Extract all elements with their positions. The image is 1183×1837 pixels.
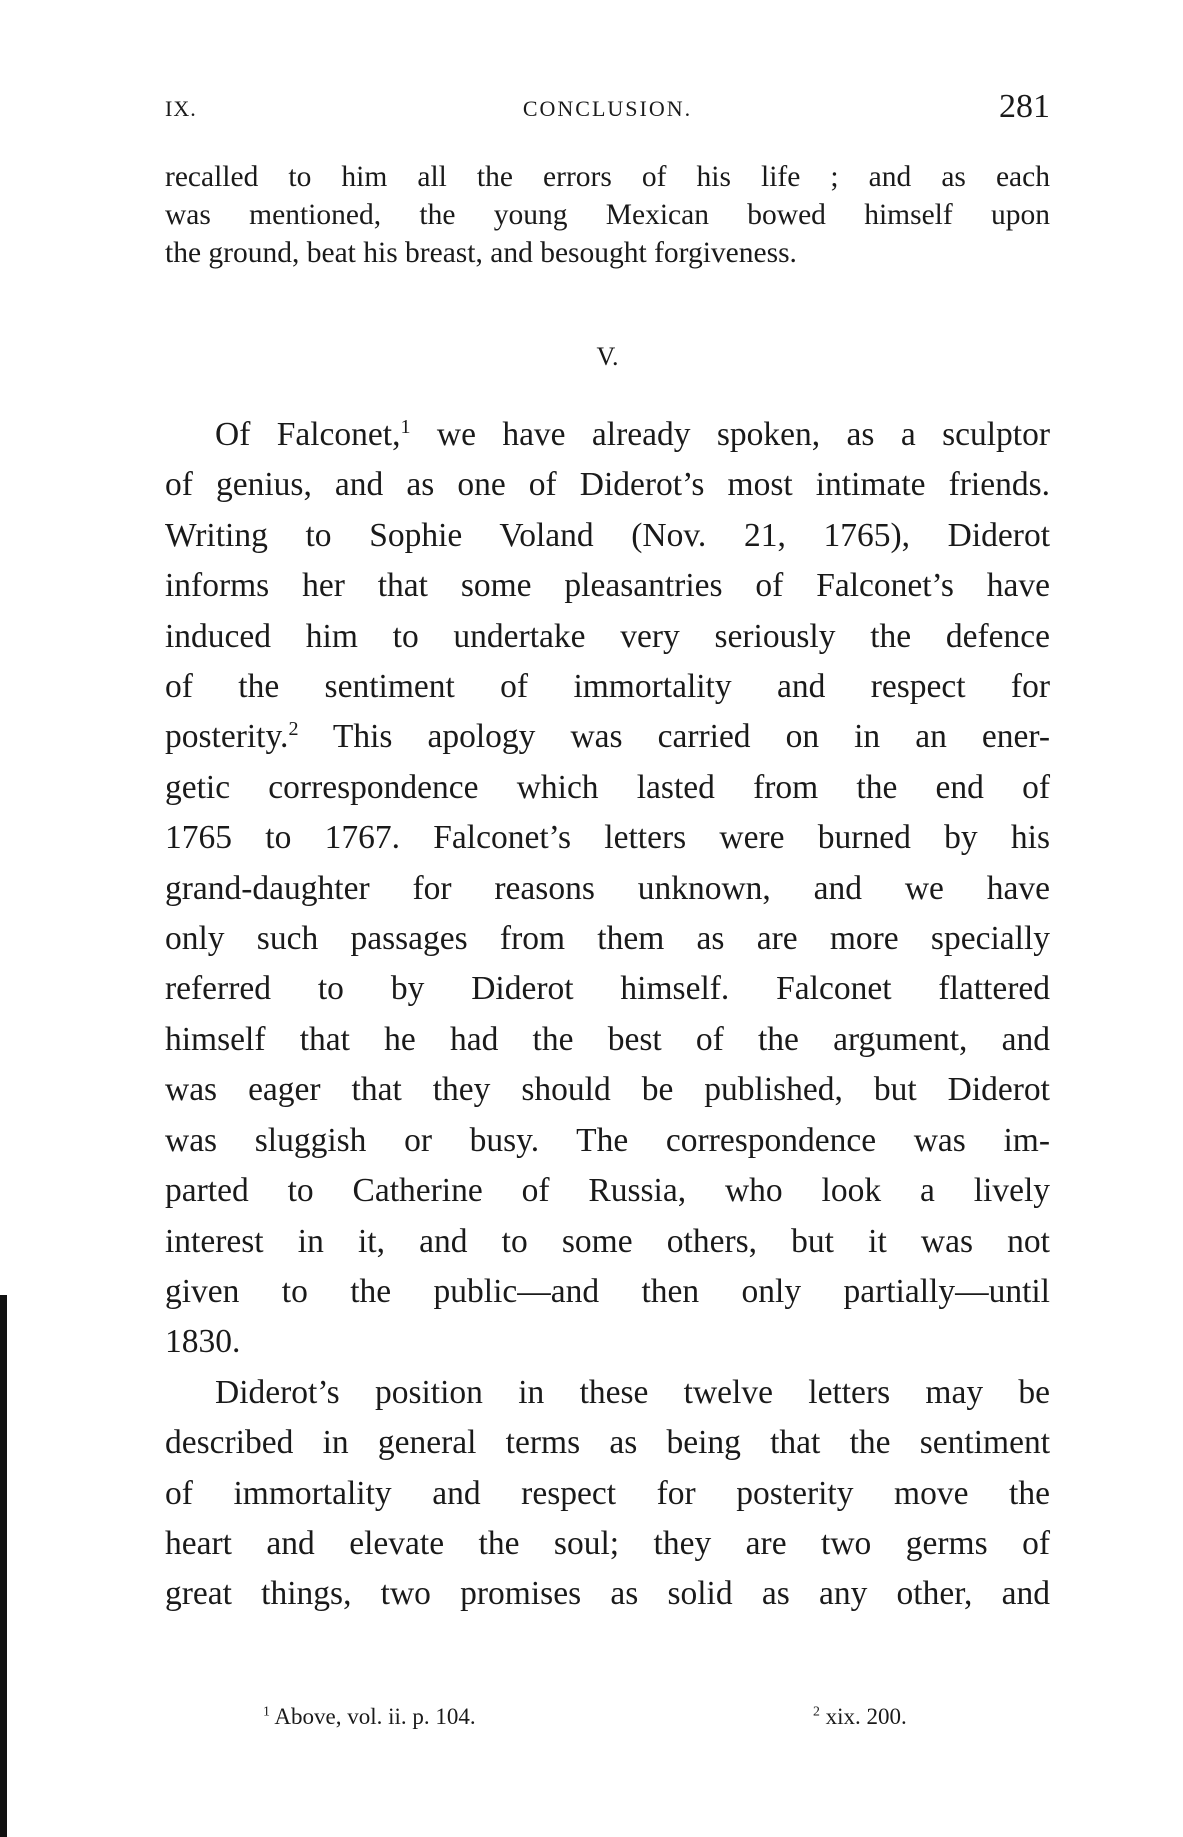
running-head (165, 88, 1050, 128)
text-line: of immortality and respect for posterity move the (165, 1474, 1050, 1512)
chapter-number: IX. (165, 96, 197, 121)
text-line: Writing to Sophie Voland (Nov. 21, 1765), Diderot (165, 516, 1050, 554)
text-line: himself that he had the best of the argument, and (165, 1020, 1050, 1058)
text-line: of the sentiment of immortality and respect for (165, 668, 1050, 706)
text-line: informs her that some pleasantries of Falconet’s have (165, 567, 1050, 605)
text-line: given to the public—and then only partially—until (165, 1272, 1050, 1310)
text-line: referred to by Diderot himself. Falconet flattered (165, 970, 1050, 1008)
text-fragment: Of Falconet, (215, 416, 401, 453)
text-line: Diderot’s position in these twelve letters may be (215, 1373, 1050, 1411)
page-number: 281 (999, 88, 1050, 125)
paragraph-diderot-position (165, 1368, 1050, 1620)
text-line: recalled to him all the errors of his life ; and as each (165, 161, 1050, 193)
text-line (165, 712, 1050, 762)
footnote-2 (813, 1704, 907, 1730)
text-line: was sluggish or busy. The correspondence was im- (165, 1121, 1050, 1159)
text-line: heart and elevate the soul; they are two germs of (165, 1524, 1050, 1562)
paragraph-falconet (165, 410, 1050, 1368)
text-line: of genius, and as one of Diderot’s most intimate friends. (165, 466, 1050, 504)
footnote-mark: 2 (813, 1703, 820, 1719)
footnote-ref-1: 1 (400, 415, 411, 438)
text-fragment: posterity. (165, 718, 289, 756)
text-line: grand-daughter for reasons unknown, and we have (165, 869, 1050, 907)
text-line: only such passages from them as are more specially (165, 920, 1050, 958)
section-number: V. (596, 342, 619, 371)
footnote-text: Above, vol. ii. p. 104. (274, 1704, 476, 1729)
chapter-title: CONCLUSION. (522, 96, 693, 121)
scan-edge-mark (0, 1295, 7, 1837)
text-fragment: This apology was carried on in an ener- (298, 718, 1050, 756)
text-line: 1765 to 1767. Falconet’s letters were burned by his (165, 819, 1050, 857)
text-line: getic correspondence which lasted from the end of (165, 768, 1050, 806)
text-line: was eager that they should be published, but Diderot (165, 1071, 1050, 1109)
text-line: parted to Catherine of Russia, who look a lively (165, 1172, 1050, 1210)
text-line: described in general terms as being that the sentiment (165, 1424, 1050, 1462)
text-line (165, 410, 1050, 460)
text-line: the ground, beat his breast, and besought forgiveness. (165, 237, 797, 269)
footnote-text: xix. 200. (825, 1704, 907, 1729)
text-line: was mentioned, the young Mexican bowed himself upon (165, 199, 1050, 231)
opening-text (165, 158, 1050, 272)
body-text (165, 410, 1050, 1620)
text-line: great things, two promises as solid as any other, and (165, 1575, 1050, 1613)
text-line: 1830. (165, 1323, 241, 1361)
footnote-ref-2: 2 (288, 718, 299, 741)
footnote-1 (263, 1704, 476, 1730)
text-line: interest in it, and to some others, but it was not (165, 1222, 1050, 1260)
footnote-mark: 1 (263, 1703, 270, 1719)
text-line: induced him to undertake very seriously the defence (165, 617, 1050, 655)
text-fragment: we have already spoken, as a sculptor (410, 416, 1050, 453)
